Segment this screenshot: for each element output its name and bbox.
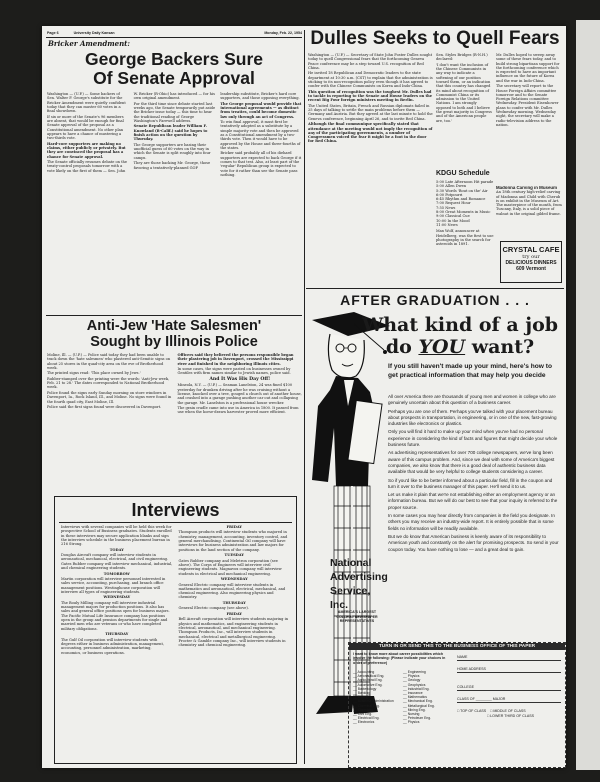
antijew-extra: The grain cradle came into use in America in 1800. It passed from use when the horse-drawn harvester proved more efficient.	[177, 406, 299, 415]
kdgu-item: 5:30 Words 'Bout on the' Air	[436, 188, 488, 193]
coupon-field[interactable]: __ Chemistry	[353, 707, 373, 712]
interviews-body	[61, 525, 290, 759]
coupon-name-field[interactable]: NAME	[457, 655, 561, 661]
coupon-middle-checkbox[interactable]: □ MIDDLE OF CLASS	[490, 709, 526, 713]
coupon-lower-checkbox[interactable]: □ LOWER THIRD OF CLASS	[487, 714, 535, 718]
ad-lead: If you still haven't made up your mind, here's how to get practical information that may help you decide	[388, 363, 552, 379]
bricker-headline-line-2: Of Senate Approval	[93, 68, 255, 88]
nas-brand-line-2: Advertising	[330, 571, 388, 583]
interviews-day-text: Gates Rubber company and Meletron corporation (see above). The Corps of Engineers will interview civil engineering students. Magnavox company will interview students in electrical and mechanical engineering.	[178, 558, 282, 576]
coupon-field[interactable]: __ Electrical Eng.	[353, 716, 380, 721]
coupon	[348, 642, 566, 768]
interviews-day: FRIDAY	[226, 611, 242, 616]
ad-para: Only you will find it hard to make up your mind when you've had no personal experience in considering the kind of facts and figures that might decide your whole business future.	[388, 429, 558, 448]
bricker-para: They are those backing Mr. George, those favoring a tentatively-planned GOP leadership substitute, Bricker's hard core supporters, and those opposing everything.	[133, 92, 300, 170]
interviews-day: TODAY	[109, 547, 124, 552]
kdgu-item: 10:00 In the Mood	[436, 218, 470, 223]
coupon-field[interactable]: __ Biology	[353, 695, 369, 700]
kdgu-item: 5:00 Late Afternoon Hit parade	[436, 180, 494, 184]
dulles-body	[308, 53, 433, 285]
coupon-banner: TURN IN OR SEND THIS TO THE BUSINESS OFFICE OF THIS PAPER	[349, 643, 565, 650]
ad-para: But we do know that American business is keenly aware of its responsibility to American youth and constantly on the alert for promising prospects. So send in your coupon today. You have nothing to lose — and a great deal to gain.	[388, 533, 559, 552]
coupon-heading: I want to know more about career possibilities which involve the following: (Please indicate your choices in order of preference)	[353, 652, 446, 665]
coupon-field[interactable]: __ Geophysics	[403, 682, 426, 687]
coupon-field[interactable]: __ Civil Eng.	[353, 712, 373, 717]
page-header	[47, 31, 302, 35]
coupon-class-field[interactable]: CLASS OF ________ MAJOR	[457, 697, 561, 703]
madonna-title: Madonna Carving in Museum	[496, 186, 557, 190]
coupon-home-field[interactable]: HOME ADDRESS	[457, 667, 561, 673]
ad-para: Perhaps you are one of them. Perhaps you've talked with your placement bureau about prospects in transportation, in engineering, or in one of the new, fast-growing industries like electronics or plastics.	[388, 408, 557, 427]
ad-after-graduation: AFTER GRADUATION . . .	[340, 292, 530, 308]
bricker-para: The Senate officially resumes debate on the treaty-control proposals tomorrow with a vote likely on the first of them — Sen. John W. Bricker (R-Ohio) has introduced — for his own original amendment.	[47, 92, 215, 173]
coupon-field[interactable]: __ Insurance	[403, 691, 423, 696]
interviews-day-text: Bell Aircraft corporation will interview students majoring in physics and mathematics, and engineering students in electrical, aeronautical, and mechanical engineering. Thompson Products, Inc., will interview students in mechanical, electrical and metallurgical engineering. Procter & Gamble company Inc., will interview students in chemistry and chemical engineering.	[178, 617, 289, 648]
coupon-field[interactable]: __ Physics	[403, 674, 420, 679]
paper-name: University Daily Kansan	[73, 31, 115, 35]
antijew-sub-para: Mineola, N.Y. — (U.P.) — Seaman Lanelston, 24 was fined $100 yesterday for drunken driving after he was cruising without a license, knocked over a tree, gouged a church out of another house, and crashed into a garage pushing another car out and collapsing the garage. Mr. Lanelston is a professional house wrecker.	[177, 383, 302, 405]
bricker-kicker: Bricker Amendment:	[48, 39, 130, 48]
dulles-para: He invited 18 Republican and Democratic leaders to the state department at 10:30 a.m. (CST) to explain that the administration is sticking to its non-recognition policy even though it has agreed to confer with the Chinese Communists on Korea and Indo-China.	[308, 71, 433, 89]
kdgu-item: 11:00 News	[436, 222, 458, 227]
ad-para: Let us make it plain that we're not establishing either an employment agency or an information bureau. But we will do our best to see that your inquiry is referred to the proper source.	[388, 492, 558, 510]
coupon-field[interactable]: __ Banking	[353, 691, 370, 696]
interviews-title: Interviews	[131, 500, 220, 520]
dulles-para: The secretary will report to the House Foreign Affairs committee tomorrow and to the Senate Foreign Relations committee Wednesday. President Eisenhower plans to confer with Mr. Dulles Wednesday morning. Wednesday night, the secretary will make a radio-television address to the nation.	[496, 84, 559, 127]
coupon-field[interactable]: __ Engineering	[403, 670, 426, 674]
bricker-para: If six or more of the Senate's 96 members are absent, that would be enough for final Senate approval of the proposal as a Constitutional amendment. No other plan appears to have a chance of mustering a two-thirds vote.	[47, 114, 124, 141]
ad-para: As advertising representatives for over 700 college newspapers, we've long been aware of this campus problem. And, since we deal with some of America's biggest companies, we also know that there is a good deal of authentic business data available that would be very helpful to college students considering a career.	[388, 450, 555, 475]
ad-para: All over America there are thousands of young men and women in college who are genuinely uncertain about this question of a business career.	[388, 394, 556, 406]
ad-body	[388, 394, 560, 638]
coupon-top-checkbox[interactable]: □ TOP OF CLASS	[457, 709, 487, 713]
kdgu-item: 9:00 Classical Cue	[436, 214, 470, 219]
coupon-fields-a	[353, 670, 401, 725]
interviews-day: TOMORROW	[103, 571, 130, 576]
ad-para: In some cases you may hear directly from companies in the field you designate. In others you may receive an industry-wide report. It is entirely possible that in some fields no information will be readily available.	[388, 513, 555, 531]
antijew-para: Officers said they believed the persons responsible began their plastering job in Davenport, crossed the Mississippi river and finished in the neighboring Illinois cities.	[177, 353, 294, 366]
bricker-para: To win final approval, it must first be tentatively adopted as a substitute by a simple majority vote and then be approved as a Constitutional amendment by a two-thirds vote. Then it would have to be approved by the House and three-fourths of the states.	[220, 120, 301, 150]
antijew-body	[47, 353, 302, 491]
madonna-body: An 18th century high-relief carving of Madonna and Child with Cherub is on exhibit in the Museum of Art. The masterpiece of the month, from Tuscany, Italy, is a solid piece of walnut in the original gilded frame.	[496, 190, 562, 216]
coupon-field[interactable]: __ Aeronautical Eng.	[353, 674, 385, 679]
kdgu-item: 7:00 Request Hour	[436, 201, 471, 206]
bricker-body	[47, 92, 302, 313]
page-date: Monday, Feb. 22, 1954	[264, 31, 302, 35]
interviews-intro: Interviews with several companies will be held this week for prospective School of Business graduates. Students enrolled in these interviews may secure application blanks and sign the interview schedule in the business placement bureau in 216 Strong.	[61, 525, 172, 547]
cafe-name: CRYSTAL CAFE	[502, 245, 560, 254]
coupon-field[interactable]: __ Industrial Eng.	[403, 686, 430, 691]
nas-brand-line-3: Service, Inc.	[330, 585, 371, 611]
interviews-day: THURSDAY	[222, 600, 246, 605]
coupon-fields-b	[403, 670, 451, 725]
dulles-para: The United States, Britain, French and Russian diplomats failed in 25 days of talking to settle the main problems before them — Germany and Austria. But they agreed at the last minute to hold the Geneva conference, beginning April 26, and to invite Red China.	[308, 103, 433, 121]
coupon-field[interactable]: __ Mechanical Eng.	[403, 699, 433, 704]
madonna-story	[496, 186, 562, 238]
interviews-day: WEDNESDAY	[220, 577, 248, 582]
interviews-day-text: General Electric company will interview students in mathematics and aeronautical, electrical, mechanical, and chemical engineering. Also engineering physics and chemistry.	[178, 582, 286, 600]
dulles-para: 'I don't want the inclusion of the Chinese Communists in any way to indicate a softening of our position toward them, or an indication that this country has changed its mind about recognition of Communist China or its admission to the United Nations. I am strongly opposed to both and I believe the great majority in Congress and of the American people are, too.'	[436, 62, 492, 123]
interviews-day-text: Martin corporation will interview personnel interested in sales service, accounting, purchasing, and branch office management positions. Westinghouse corporation will interview all types of engineering students.	[61, 577, 166, 594]
dulles-para: This question of recognition was the toughest Mr. Dulles had to tackle in reporting to the Senate and House leaders on the recent Big Four foreign ministers meeting in Berlin.	[308, 89, 433, 103]
coupon-field[interactable]: __ Geology	[403, 678, 421, 683]
coupon-field[interactable]: __ Automotive Eng.	[353, 682, 383, 687]
crystal-cafe-ad	[500, 241, 562, 283]
ad-question-do: do	[385, 336, 419, 358]
nas-brand-line-1: National	[330, 557, 372, 569]
interviews-day: WEDNESDAY	[103, 595, 131, 600]
interviews-day-text: Douglas Aircraft company will interview students in aeronautical, mechanical, electrical, and civil engineering. Gates Rubber company will interview mechanical, industrial, and chemical engineering students.	[61, 553, 173, 571]
coupon-field[interactable]: __ Accounting	[353, 670, 375, 674]
interviews-day-text: The Gulf Oil corporation will interview students with degrees either in business administration, management, accounting, personnel administration, marketing, economics, or business operations.	[61, 637, 165, 655]
coupon-field[interactable]: __ Electronics	[353, 720, 375, 725]
bricker-headline-line-1: George Backers Sure	[84, 49, 263, 69]
antijew-para: Moline, Ill. — (U.P.) — Police said today they had been unable to track down the 'hate salesmen' who plastered anti-Semitic signs on about 25 stores in the quad-city area on the eve of Brotherhood week.	[47, 353, 171, 370]
bricker-para: Hard-core supporters are making no claims, either publicly or privately. But they are convinced the proposal has a chance for Senate approval.	[47, 141, 126, 159]
interviews-box	[54, 496, 297, 764]
kdgu-schedule	[436, 180, 494, 285]
interviews-day: THURSDAY	[105, 632, 129, 637]
dulles-body-3	[496, 53, 562, 183]
coupon-college-field[interactable]: COLLEGE	[457, 685, 561, 691]
cafe-address: 609 Vermont	[516, 266, 546, 272]
ad-question-line-1: What kind of a job	[361, 314, 559, 336]
coupon-field[interactable]: __ Chemical Eng.	[353, 703, 380, 708]
bricker-headline	[47, 50, 301, 88]
antijew-para: Police said the first signs found were discovered in Davenport.	[47, 405, 162, 410]
antijew-headline-line-2: Sought by Illinois Police	[90, 334, 258, 350]
ad-para: So if you'd like to be better informed about a particular field, fill in the coupon and turn it over to the business manager of this paper. He'll send it to us.	[388, 477, 553, 489]
dulles-para: Washington — (U.P.) — Secretary of State John Foster Dulles sought today to quell Congressional fears that the forthcoming Geneva Peace conference may be a step toward U.S. recognition of Red China.	[308, 53, 433, 70]
antijew-para: Rubber-stamped over the printing were the words: 'Anti-Jew week, Feb. 21 to 28.' The dates corresponded to National Brotherhood week.	[47, 376, 170, 390]
dulles-body-2	[436, 53, 492, 168]
adjacent-page-edge	[576, 20, 600, 770]
interviews-day-text: The Bouly Milling company will interview industrial management majors for production positions. It also has sales and general office positions open for business majors. The Pacific Mutual Life Insurance company has positions open in the group and pension departments for single and married men who are veterans or who have completed military obligations.	[61, 600, 170, 631]
kdgu-item: 5:00 Allen Dwen	[436, 184, 467, 189]
coupon-field[interactable]: __ Mathematics	[403, 695, 427, 700]
coupon-field[interactable]: __ Mining Eng.	[403, 707, 426, 712]
coupon-field[interactable]: __ Business Administration	[353, 699, 394, 704]
coupon-form	[457, 655, 561, 719]
coupon-field[interactable]: __ Physics	[403, 720, 420, 725]
kdgu-item: 7:55 News	[436, 205, 456, 210]
bricker-para: For the third time since debate started last weeks ago, the Senate temporarily put aside the Bricker issue today — this time to hear the traditional reading of George Washington's Farewell address.	[133, 101, 216, 123]
bricker-para: The George proposal would provide that international agreements — as distinct from treaties, could become domestic law only through an act of Congress.	[220, 101, 302, 119]
coupon-field[interactable]: __ Petroleum Eng.	[403, 716, 432, 721]
cafe-try: try our	[522, 254, 540, 260]
nas-tagline: AMERICA'S LARGEST COLLEGE NEWSPAPER REPRESENTATIVES	[336, 610, 378, 624]
coupon-field[interactable]: __ Nursing	[403, 712, 420, 717]
page-number: Page 6	[47, 31, 59, 35]
kdgu-note: Max Wolf, announcer at Heidelberg, was the first to use photography in the search for asteroids in 1891.	[436, 229, 494, 247]
antijew-headline-line-1: Anti-Jew 'Hate Salesmen'	[86, 318, 262, 334]
kdgu-title: KDGU Schedule	[436, 170, 490, 177]
cafe-dinners: DELICIOUS DINNERS	[505, 260, 557, 266]
antijew-headline	[47, 318, 301, 350]
kdgu-item: 8:00 Great Moments in Music	[436, 210, 491, 215]
bricker-para: Washington — (U.P.) — Some backers of Sen. Walter F. George's substitute for the Bricker Amendment were quietly confident today that they can muster 60 votes in a final showdown.	[47, 92, 126, 114]
kdgu-item: 6:45 Rhythm and Romance	[436, 197, 486, 202]
coupon-field[interactable]: __ Metallurgical Eng.	[403, 703, 435, 708]
dulles-para: Mr. Dulles hoped to sweep away some of these fears today, and to build strong bipartisan support for the forthcoming conference which is expected to have an important influence on the future of Korea and the war in Indo-China.	[496, 53, 560, 83]
antijew-para: In some cases, the signs were pasted on businesses owned by Gentiles with firm names similar to Jewish names, police said.	[177, 367, 291, 376]
dulles-para: Although the final communique specifically stated that attendance at the meeting would not imply the recognition of any of the participating governments, a number of Congressmen voiced the fear it might be a foot in the door for Red China.	[308, 122, 433, 144]
bricker-para: Bricker said probably all of his diehard supporters are expected to back George if it comes to that test. Also, at least part of the 'regular' Republican group is expected to vote for it rather than see the Senate pass nothing.	[220, 151, 302, 177]
antijew-para: The printed signs read: 'This place owned by Jews.'	[47, 371, 141, 376]
kdgu-item: 6:00 Potpourri	[436, 192, 463, 197]
antijew-para: Police found the signs early Sunday morning on store windows in Davenport, Ia., Rock Island, Ill., and Moline. No signs were found in the fourth quad city, East Moline, Ill.	[47, 390, 172, 404]
interviews-day-text: Thompson products will interview students who majored in chemistry, management, accounting, inventory control, and general merchandising. Continental Oil company will have interviews for business administration and law majors for positions in the land section of the company.	[178, 530, 288, 552]
ad-question-you: YOU	[418, 336, 466, 358]
coupon-field[interactable]: __ Agricultural Eng.	[353, 678, 383, 683]
newspaper-page	[42, 26, 566, 768]
nas-brand	[330, 556, 390, 612]
bricker-para: The George supporters are basing their unofficial guess of 60 votes on the way in which the Senate is split roughly into four camps.	[133, 142, 211, 160]
antijew-subhead: And It Was His Day Off!	[209, 376, 271, 382]
interviews-day: FRIDAY	[226, 525, 242, 529]
interviews-day-text: General Electric company (see above).	[178, 606, 249, 611]
bricker-para: Senate Republican leader William F. Knowland (R-Calif.) said he hopes to finish action on the question by Thursday.	[133, 124, 208, 142]
dulles-para: Sen. Styles Bridges (R-N.H.) declared:	[436, 53, 488, 62]
coupon-field[interactable]: __ Bacteriology	[353, 686, 377, 691]
interviews-day: TUESDAY	[224, 553, 244, 558]
ad-question-want: want?	[465, 336, 535, 358]
ad-question	[356, 314, 564, 358]
dulles-headline: Dulles Seeks to Quell Fears	[310, 28, 560, 49]
